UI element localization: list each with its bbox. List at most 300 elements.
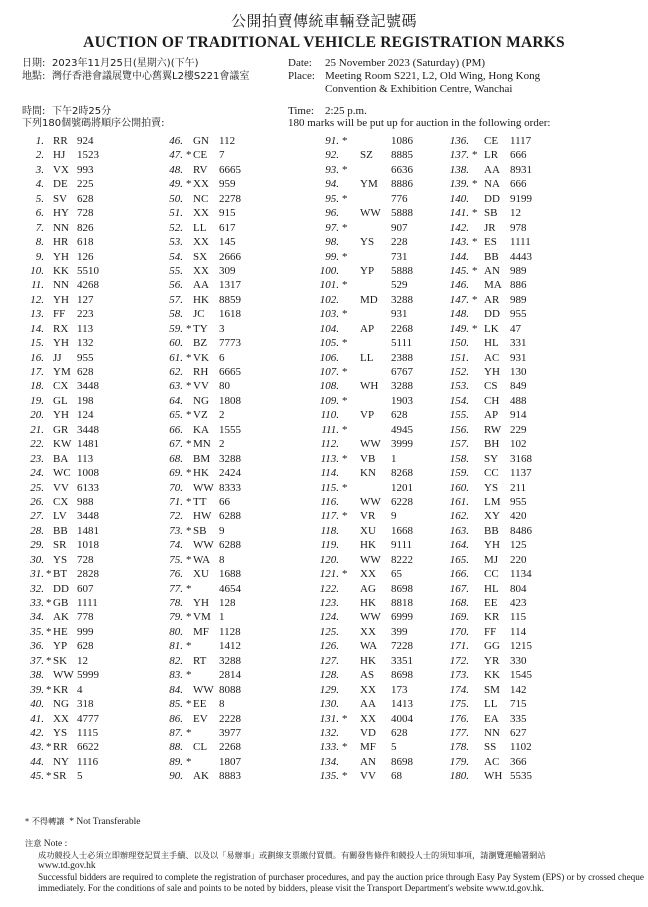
mark-number: 100. [319, 264, 339, 277]
mark-number: 19. [30, 394, 44, 407]
mark-number: 102. [319, 293, 339, 306]
mark-prefix: GL [53, 394, 68, 407]
mark-prefix: SM [484, 683, 500, 696]
mark-value: 4443 [510, 250, 532, 263]
mark-prefix: XX [193, 236, 209, 249]
not-transferable-star: * [186, 322, 192, 335]
not-transferable-star: * [186, 438, 192, 451]
mark-prefix: DD [484, 192, 500, 205]
mark-value: 1317 [219, 279, 241, 292]
mark-value: 915 [219, 207, 236, 220]
mark-value: 8818 [391, 597, 413, 609]
date-value-zh: 2023年11月25日(星期六)(下午) [52, 58, 199, 69]
mark-prefix: HL [484, 337, 499, 350]
mark-number: 134. [319, 755, 339, 768]
mark-prefix: XU [193, 568, 209, 581]
mark-prefix: HK [360, 539, 376, 552]
mark-number: 62. [169, 366, 183, 378]
not-transferable-star: * [342, 712, 348, 725]
mark-value: 113 [77, 322, 94, 335]
mark-prefix: AP [360, 322, 375, 335]
table-row [0, 163, 648, 177]
mark-value: 826 [77, 221, 94, 234]
mark-number: 16. [30, 351, 44, 364]
not-transferable-star: * [342, 481, 348, 494]
mark-number: 166. [449, 568, 469, 581]
not-transferable-star: * [186, 726, 192, 739]
mark-number: 160. [449, 481, 469, 494]
mark-value: 223 [77, 308, 94, 321]
mark-value: 7 [219, 149, 225, 162]
mark-value: 4 [77, 683, 83, 696]
mark-value: 8486 [510, 524, 532, 537]
mark-prefix: RW [484, 423, 502, 436]
mark-prefix: VR [360, 510, 376, 523]
mark-value: 3168 [510, 452, 532, 465]
mark-number: 5. [35, 192, 44, 205]
mark-value: 6999 [391, 611, 413, 624]
mark-prefix: NN [53, 279, 69, 292]
mark-value: 6288 [219, 539, 241, 552]
mark-number: 133. [319, 741, 339, 754]
mark-value: 1137 [510, 467, 532, 480]
mark-prefix: WW [360, 438, 381, 451]
mark-prefix: WA [193, 553, 211, 566]
mark-prefix: RR [53, 135, 68, 147]
table-row [0, 481, 648, 495]
mark-prefix: WH [484, 770, 503, 783]
mark-number: 147. [449, 293, 469, 306]
mark-number: 37. [30, 654, 44, 667]
mark-value: 618 [77, 236, 94, 249]
mark-prefix: NG [53, 698, 69, 711]
table-row [0, 538, 648, 552]
mark-value: 1102 [510, 741, 532, 754]
mark-number: 104. [319, 322, 339, 335]
mark-prefix: BM [193, 452, 211, 465]
page-title-chinese: 公開拍賣傳統車輛登記號碼 [230, 12, 417, 30]
mark-value: 914 [510, 409, 527, 422]
mark-number: 45. [30, 770, 44, 783]
mark-value: 5 [77, 770, 83, 783]
mark-prefix: WW [193, 683, 214, 696]
mark-value: 1481 [77, 438, 99, 451]
time-value-en: 2:25 p.m. [325, 105, 367, 117]
mark-number: 72. [169, 510, 183, 523]
mark-value: 3288 [391, 293, 413, 306]
mark-number: 168. [449, 597, 469, 609]
place-label-en: Place: [288, 70, 315, 82]
place-en [288, 70, 540, 83]
mark-number: 42. [30, 726, 44, 739]
mark-prefix: XX [360, 712, 376, 725]
mark-value: 8698 [391, 669, 413, 682]
mark-number: 151. [449, 351, 469, 364]
intro-zh: 下列180個號碼將順序公開拍賣: [22, 118, 165, 129]
mark-prefix: BH [484, 438, 500, 451]
table-row [0, 668, 648, 682]
mark-value: 3448 [77, 510, 99, 523]
mark-value: 8698 [391, 755, 413, 768]
not-transferable-star: * [342, 192, 348, 205]
not-transferable-star: * [46, 597, 52, 609]
mark-number: 67. [169, 438, 183, 451]
mark-prefix: WW [193, 481, 214, 494]
mark-number: 57. [169, 293, 183, 306]
mark-value: 6622 [77, 741, 99, 754]
mark-prefix: GN [193, 135, 209, 147]
mark-value: 1111 [510, 236, 531, 249]
table-row [0, 250, 648, 264]
mark-value: 12 [510, 207, 521, 220]
mark-number: 165. [449, 553, 469, 566]
mark-number: 44. [30, 755, 44, 768]
mark-value: 804 [510, 582, 527, 595]
not-transferable-star: * [46, 625, 52, 638]
mark-number: 51. [169, 207, 183, 220]
mark-number: 99. [325, 250, 339, 263]
mark-value: 931 [391, 308, 408, 321]
mark-prefix: LL [360, 351, 374, 364]
mark-prefix: AA [360, 698, 376, 711]
mark-number: 91. [325, 135, 339, 147]
mark-prefix: MF [360, 741, 376, 754]
not-transferable-star: * [186, 467, 192, 480]
mark-value: 989 [510, 264, 527, 277]
mark-number: 95. [325, 192, 339, 205]
mark-number: 8. [35, 236, 44, 249]
mark-value: 666 [510, 149, 527, 162]
mark-value: 607 [77, 582, 94, 595]
mark-number: 136. [449, 135, 469, 147]
mark-prefix: XX [53, 712, 69, 725]
mark-number: 10. [30, 264, 44, 277]
mark-prefix: SR [53, 770, 67, 783]
table-row [0, 293, 648, 307]
not-transferable-star: * [186, 755, 192, 768]
mark-value: 3351 [391, 654, 413, 667]
mark-value: 128 [219, 597, 236, 609]
mark-prefix: LR [484, 149, 499, 162]
mark-number: 175. [449, 698, 469, 711]
mark-number: 137. [449, 149, 469, 162]
mark-value: 1413 [391, 698, 413, 711]
mark-number: 14. [30, 322, 44, 335]
mark-number: 118. [320, 524, 339, 537]
mark-number: 153. [449, 380, 469, 393]
mark-prefix: LL [193, 221, 207, 234]
mark-prefix: CS [484, 380, 498, 393]
mark-number: 18. [30, 380, 44, 393]
mark-number: 127. [319, 654, 339, 667]
mark-value: 5888 [391, 264, 413, 277]
mark-number: 109. [319, 394, 339, 407]
mark-prefix: CC [484, 467, 499, 480]
legend-zh: * 不得轉讓 [25, 816, 65, 826]
mark-number: 26. [30, 495, 44, 508]
mark-value: 47 [510, 322, 521, 335]
mark-prefix: AC [484, 351, 500, 364]
mark-number: 173. [449, 669, 469, 682]
mark-value: 8883 [219, 770, 241, 783]
mark-number: 176. [449, 712, 469, 725]
mark-prefix: CH [484, 394, 500, 407]
mark-number: 27. [30, 510, 44, 523]
mark-prefix: JJ [53, 351, 62, 364]
mark-prefix: HK [360, 654, 376, 667]
mark-prefix: DD [484, 308, 500, 321]
mark-number: 120. [319, 553, 339, 566]
mark-number: 94. [325, 178, 339, 191]
mark-value: 114 [510, 625, 527, 638]
mark-prefix: XX [360, 568, 376, 581]
mark-value: 330 [510, 654, 527, 667]
mark-number: 20. [30, 409, 44, 422]
mark-number: 48. [169, 163, 183, 176]
not-transferable-star: * [342, 279, 348, 292]
mark-number: 178. [449, 741, 469, 754]
not-transferable-star: * [186, 178, 192, 191]
mark-number: 138. [449, 163, 469, 176]
mark-prefix: GB [53, 597, 69, 609]
mark-prefix: NG [193, 394, 209, 407]
mark-number: 158. [449, 452, 469, 465]
mark-value: 1115 [77, 726, 99, 739]
mark-prefix: BB [484, 524, 499, 537]
note-label-zh: 注意 [25, 838, 42, 848]
mark-prefix: YP [360, 264, 375, 277]
mark-number: 146. [449, 279, 469, 292]
mark-value: 5510 [77, 264, 99, 277]
mark-value: 628 [391, 409, 408, 422]
mark-value: 1 [391, 452, 397, 465]
mark-number: 98. [325, 236, 339, 249]
mark-number: 88. [169, 741, 183, 754]
mark-number: 119. [320, 539, 339, 552]
not-transferable-star: * [46, 654, 52, 667]
mark-prefix: MA [484, 279, 502, 292]
mark-value: 4945 [391, 423, 413, 436]
not-transferable-star: * [342, 394, 348, 407]
mark-number: 33. [30, 597, 44, 609]
mark-prefix: VX [53, 163, 69, 176]
mark-number: 31. [30, 568, 44, 581]
table-row [0, 452, 648, 466]
mark-number: 155. [449, 409, 469, 422]
mark-prefix: FF [484, 625, 497, 638]
mark-number: 65. [169, 409, 183, 422]
not-transferable-star: * [342, 337, 348, 350]
mark-value: 1903 [391, 394, 413, 407]
mark-number: 61. [169, 351, 183, 364]
table-row [0, 567, 648, 581]
mark-number: 46. [169, 135, 183, 147]
mark-value: 1018 [77, 539, 99, 552]
mark-value: 423 [510, 597, 527, 609]
not-transferable-star: * [472, 207, 478, 220]
mark-value: 173 [391, 683, 408, 696]
mark-value: 6636 [391, 163, 413, 176]
mark-value: 113 [77, 452, 94, 465]
mark-number: 81. [169, 640, 183, 653]
mark-prefix: SZ [360, 149, 373, 162]
mark-prefix: RR [53, 741, 68, 754]
mark-prefix: WA [360, 640, 378, 653]
mark-value: 628 [77, 192, 94, 205]
mark-prefix: HJ [53, 149, 66, 162]
mark-value: 776 [391, 192, 408, 205]
mark-number: 69. [169, 467, 183, 480]
mark-prefix: YS [484, 481, 499, 494]
mark-value: 1215 [510, 640, 532, 653]
mark-prefix: CX [53, 380, 69, 393]
mark-prefix: MD [360, 293, 378, 306]
mark-prefix: MN [193, 438, 211, 451]
mark-number: 135. [319, 770, 339, 783]
mark-value: 3448 [77, 380, 99, 393]
mark-value: 115 [510, 611, 527, 624]
mark-prefix: MF [193, 625, 209, 638]
mark-prefix: HW [193, 510, 212, 523]
mark-value: 715 [510, 698, 527, 711]
mark-prefix: SB [484, 207, 498, 220]
legend-en: * Not Transferable [69, 817, 141, 827]
mark-number: 11. [31, 279, 44, 292]
mark-number: 80. [169, 625, 183, 638]
mark-value: 1523 [77, 149, 99, 162]
table-row [0, 322, 648, 336]
table-row [0, 466, 648, 480]
mark-prefix: CL [193, 741, 208, 754]
not-transferable-star: * [342, 250, 348, 263]
mark-number: 36. [30, 640, 44, 653]
not-transferable-star: * [342, 366, 348, 378]
mark-prefix: NY [53, 755, 69, 768]
not-transferable-star: * [186, 351, 192, 364]
mark-prefix: MJ [484, 553, 499, 566]
mark-number: 71. [169, 495, 183, 508]
mark-value: 7773 [219, 337, 241, 350]
mark-number: 21. [30, 423, 44, 436]
not-transferable-star: * [342, 308, 348, 321]
not-transferable-star: * [472, 149, 478, 162]
mark-prefix: AC [484, 755, 500, 768]
mark-number: 73. [169, 524, 183, 537]
table-row [0, 192, 648, 206]
mark-value: 2 [219, 438, 225, 451]
mark-value: 331 [510, 337, 527, 350]
mark-number: 70. [169, 481, 183, 494]
mark-number: 148. [449, 308, 469, 321]
mark-prefix: YM [360, 178, 378, 191]
mark-number: 112. [320, 438, 339, 451]
legend [25, 816, 140, 828]
mark-number: 34. [30, 611, 44, 624]
mark-value: 112 [219, 135, 236, 147]
mark-value: 3288 [391, 380, 413, 393]
not-transferable-star: * [186, 698, 192, 711]
mark-prefix: XX [193, 207, 209, 220]
mark-prefix: TT [193, 495, 207, 508]
mark-value: 2814 [219, 669, 241, 682]
time-label-en: Time: [288, 105, 314, 117]
date-label-en: Date: [288, 57, 312, 69]
mark-value: 2228 [219, 712, 241, 725]
mark-value: 6665 [219, 366, 241, 378]
mark-value: 420 [510, 510, 527, 523]
mark-value: 488 [510, 394, 527, 407]
mark-value: 617 [219, 221, 236, 234]
mark-value: 5888 [391, 207, 413, 220]
mark-value: 132 [77, 337, 94, 350]
table-row [0, 134, 648, 148]
mark-value: 728 [77, 553, 94, 566]
mark-prefix: KN [360, 467, 376, 480]
mark-prefix: TY [193, 322, 208, 335]
mark-prefix: WW [53, 669, 74, 682]
mark-prefix: KR [484, 611, 500, 624]
mark-number: 54. [169, 250, 183, 263]
mark-value: 4654 [219, 582, 241, 595]
mark-prefix: YM [53, 366, 71, 378]
mark-number: 157. [449, 438, 469, 451]
mark-value: 127 [77, 293, 94, 306]
mark-prefix: YS [53, 726, 68, 739]
mark-prefix: AR [484, 293, 500, 306]
mark-prefix: NN [484, 726, 500, 739]
mark-value: 126 [77, 250, 94, 263]
table-row [0, 625, 648, 639]
not-transferable-star: * [472, 236, 478, 249]
mark-prefix: YH [193, 597, 209, 609]
mark-prefix: YS [360, 236, 375, 249]
mark-value: 8088 [219, 683, 241, 696]
mark-number: 77. [169, 582, 183, 595]
mark-value: 309 [219, 264, 236, 277]
mark-value: 924 [77, 135, 94, 147]
mark-value: 2388 [391, 351, 413, 364]
mark-value: 1008 [77, 467, 99, 480]
mark-value: 220 [510, 553, 527, 566]
mark-value: 2268 [219, 741, 241, 754]
mark-number: 169. [449, 611, 469, 624]
mark-number: 128. [319, 669, 339, 682]
mark-number: 174. [449, 683, 469, 696]
mark-number: 1. [35, 135, 44, 147]
not-transferable-star: * [186, 611, 192, 624]
mark-number: 40. [30, 698, 44, 711]
not-transferable-star: * [186, 669, 192, 682]
mark-value: 4004 [391, 712, 413, 725]
not-transferable-star: * [186, 582, 192, 595]
mark-number: 172. [449, 654, 469, 667]
mark-value: 9 [391, 510, 397, 523]
note-zh-url: www.td.gov.hk [38, 861, 96, 871]
table-row [0, 379, 648, 393]
mark-number: 161. [449, 495, 469, 508]
mark-prefix: XU [360, 524, 376, 537]
mark-number: 105. [319, 337, 339, 350]
mark-number: 110. [320, 409, 339, 422]
mark-prefix: LV [53, 510, 67, 523]
mark-prefix: BB [53, 524, 68, 537]
mark-number: 177. [449, 726, 469, 739]
mark-number: 23. [30, 452, 44, 465]
mark-value: 225 [77, 178, 94, 191]
mark-prefix: YH [53, 293, 69, 306]
table-row [0, 336, 648, 350]
mark-number: 28. [30, 524, 44, 537]
